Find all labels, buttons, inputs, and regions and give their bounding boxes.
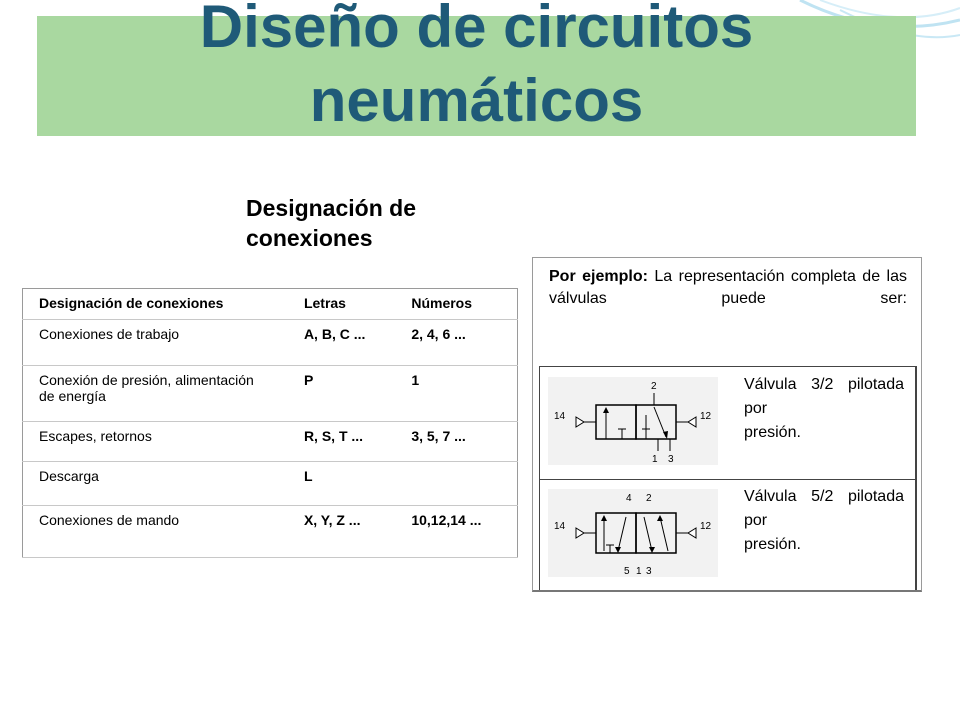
port-3-label: 3 bbox=[668, 454, 674, 465]
cell-numbers bbox=[395, 462, 517, 506]
valve-5-2-symbol bbox=[548, 489, 718, 577]
table-row bbox=[23, 366, 518, 422]
table-row bbox=[23, 506, 518, 558]
cell-letters: R, S, T ... bbox=[303, 428, 364, 444]
page-title: Diseño de circuitos neumáticos bbox=[199, 0, 754, 134]
cell-designation: Conexiones de trabajo bbox=[39, 326, 180, 342]
port-5-label: 5 bbox=[624, 566, 630, 577]
valve-row bbox=[540, 367, 916, 480]
port-2-label: 2 bbox=[646, 493, 652, 504]
example-lead: Por ejemplo: bbox=[549, 268, 648, 285]
table-header-row bbox=[23, 289, 518, 320]
port-3-label: 3 bbox=[646, 566, 652, 577]
cell-designation: Conexión de presión, alimentación de energía bbox=[39, 372, 254, 404]
valve-description bbox=[744, 485, 904, 557]
cell-designation: Conexiones de mando bbox=[39, 512, 180, 528]
header-designation: Designación de conexiones bbox=[39, 295, 224, 311]
cell-numbers: 10,12,14 ... bbox=[411, 512, 482, 528]
port-12-label: 12 bbox=[700, 521, 712, 532]
example-box bbox=[532, 257, 922, 592]
cell-numbers: 1 bbox=[411, 372, 420, 388]
port-12-label: 12 bbox=[700, 411, 712, 422]
example-body: La representación completa de las válvulas puede ser: bbox=[549, 268, 907, 307]
cell-numbers: 2, 4, 6 ... bbox=[411, 326, 466, 342]
valve-description bbox=[744, 373, 904, 445]
section-subtitle: Designación de conexiones bbox=[246, 195, 416, 251]
valve-description-end: presión. bbox=[744, 424, 801, 441]
header-numbers: Números bbox=[411, 295, 473, 311]
valve-description-end: presión. bbox=[744, 536, 801, 553]
cell-letters: A, B, C ... bbox=[303, 326, 366, 342]
port-1-label: 1 bbox=[652, 454, 658, 465]
cell-designation: Descarga bbox=[39, 468, 99, 484]
port-4-label: 4 bbox=[626, 493, 632, 504]
table-row bbox=[23, 462, 518, 506]
connections-table bbox=[22, 288, 518, 558]
cell-letters: P bbox=[303, 372, 314, 388]
table-row bbox=[23, 422, 518, 462]
header-letters: Letras bbox=[303, 295, 346, 311]
cell-letters: X, Y, Z ... bbox=[303, 512, 361, 528]
port-14-label: 14 bbox=[554, 411, 566, 422]
cell-numbers: 3, 5, 7 ... bbox=[411, 428, 466, 444]
cell-designation: Escapes, retornos bbox=[39, 428, 152, 444]
valve-description-text: Válvula 5/2 pilotada por bbox=[744, 488, 904, 529]
cell-letters: L bbox=[303, 468, 313, 484]
example-text bbox=[549, 266, 907, 310]
port-2-label: 2 bbox=[651, 381, 657, 392]
valve-description-text: Válvula 3/2 pilotada por bbox=[744, 376, 904, 417]
port-1-label: 1 bbox=[636, 566, 642, 577]
valve-table bbox=[539, 366, 917, 590]
table-row bbox=[23, 320, 518, 366]
valve-row bbox=[540, 479, 916, 591]
valve-3-2-symbol bbox=[548, 377, 718, 465]
port-14-label: 14 bbox=[554, 521, 566, 532]
